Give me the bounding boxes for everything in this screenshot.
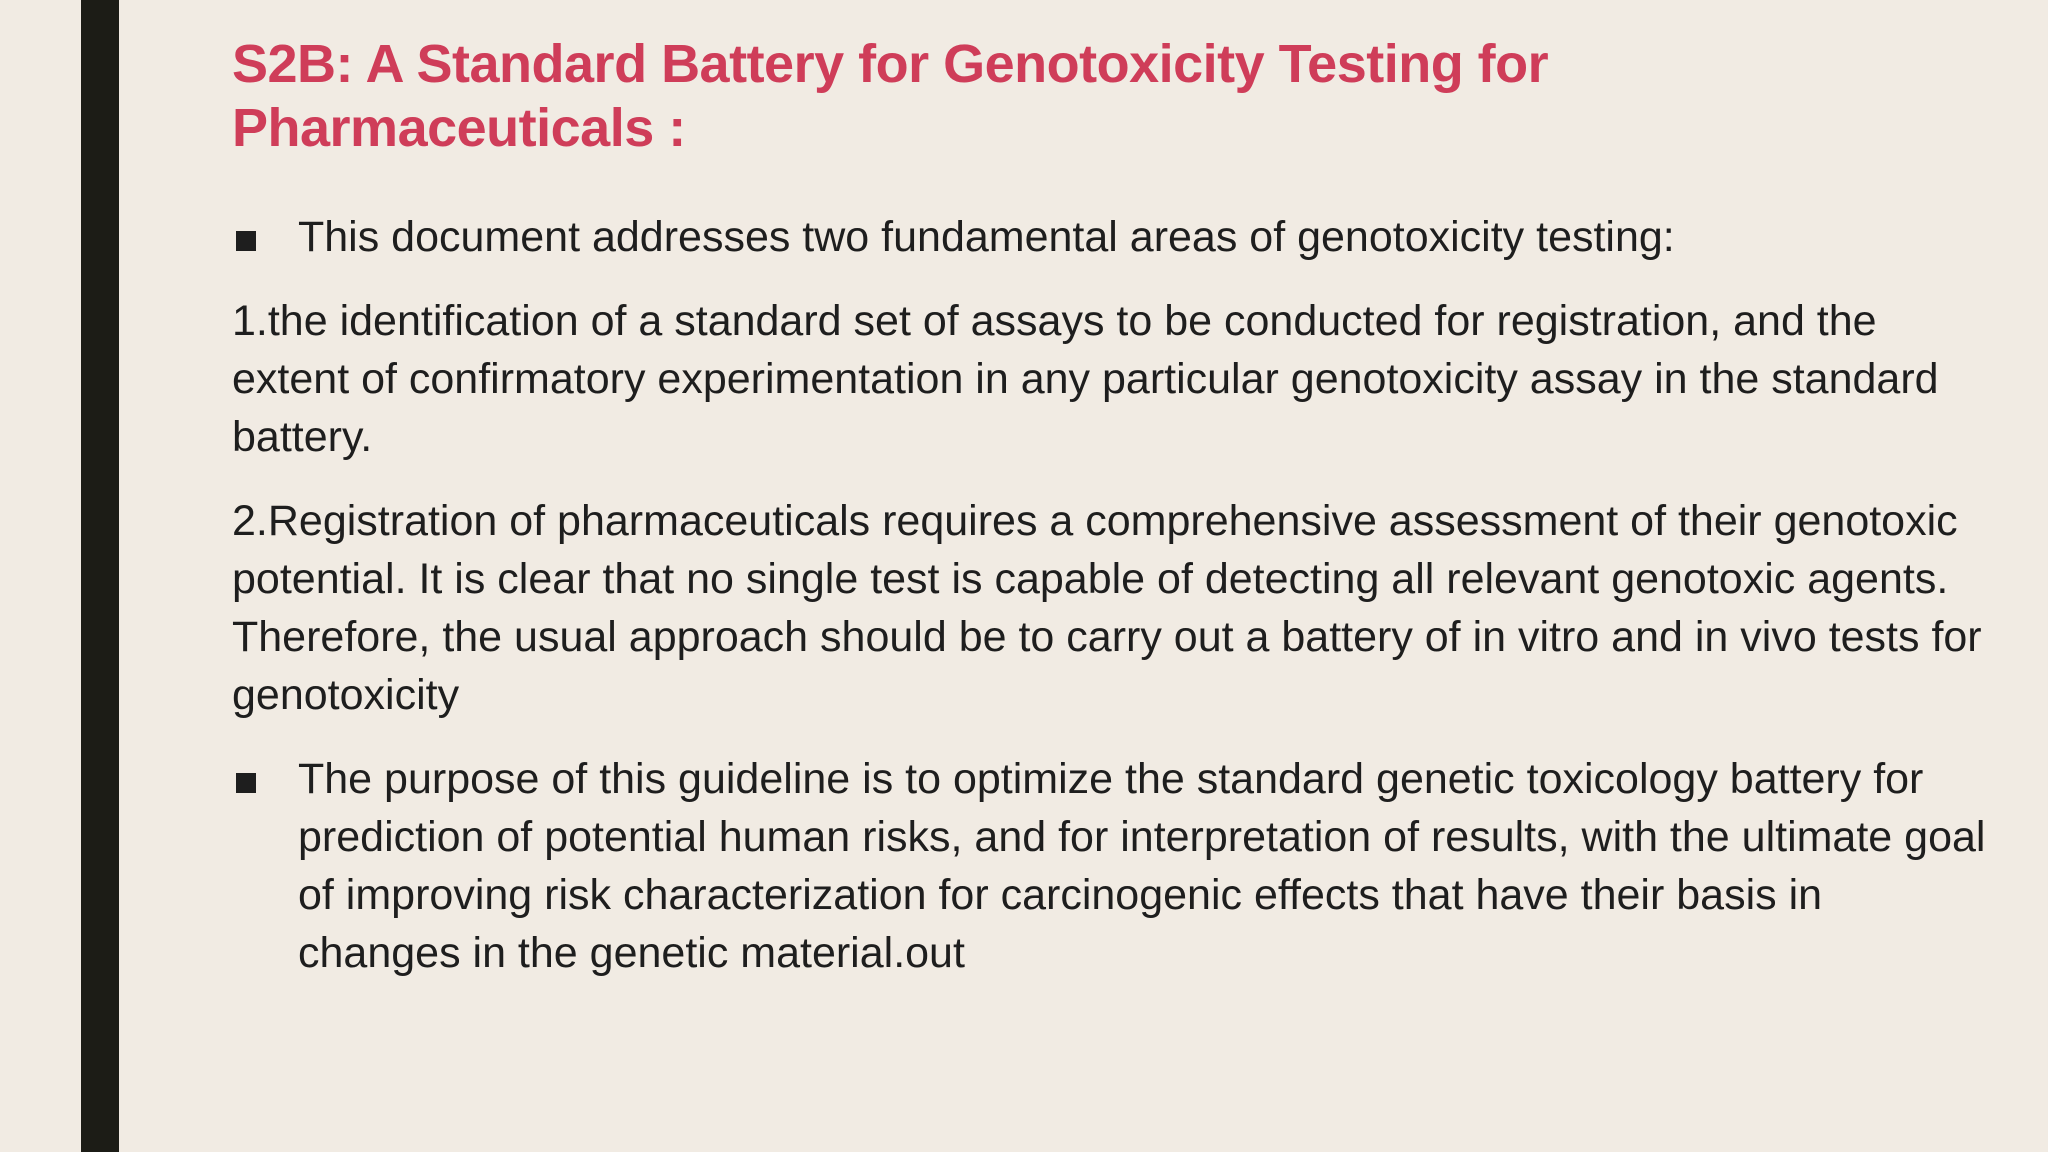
- numbered-item: 1.the identification of a standard set of assays to be conducted for registration, and the extent of confirmatory experimentation in any particular genotoxicity assay in the standard battery.: [232, 297, 1939, 461]
- slide-body: [232, 208, 1992, 1008]
- bullet-text: The purpose of this guideline is to optimize the standard genetic toxicology battery for prediction of potential human risks, and for interpretation of results, with the ultimate goal of improving risk characterization for carcinogenic effects that have their basis in changes in the genetic material.out: [298, 755, 1986, 977]
- bullet-text: This document addresses two fundamental areas of genotoxicity testing:: [298, 213, 1675, 261]
- bullet-item: [232, 208, 1992, 266]
- square-bullet-icon: [236, 773, 256, 793]
- bullet-item: [232, 750, 1992, 982]
- square-bullet-icon: [236, 231, 256, 251]
- numbered-item: 2.Registration of pharmaceuticals requires a comprehensive assessment of their genotoxic potential. It is clear that no single test is capable of detecting all relevant genotoxic agents. Therefore, the usual approach should be to carry out a battery of in vitro and in vivo tests for genotoxicity: [232, 497, 1982, 719]
- slide-title: S2B: A Standard Battery for Genotoxicity Testing for Pharmaceuticals :: [232, 34, 1549, 158]
- accent-bar: [81, 0, 119, 1152]
